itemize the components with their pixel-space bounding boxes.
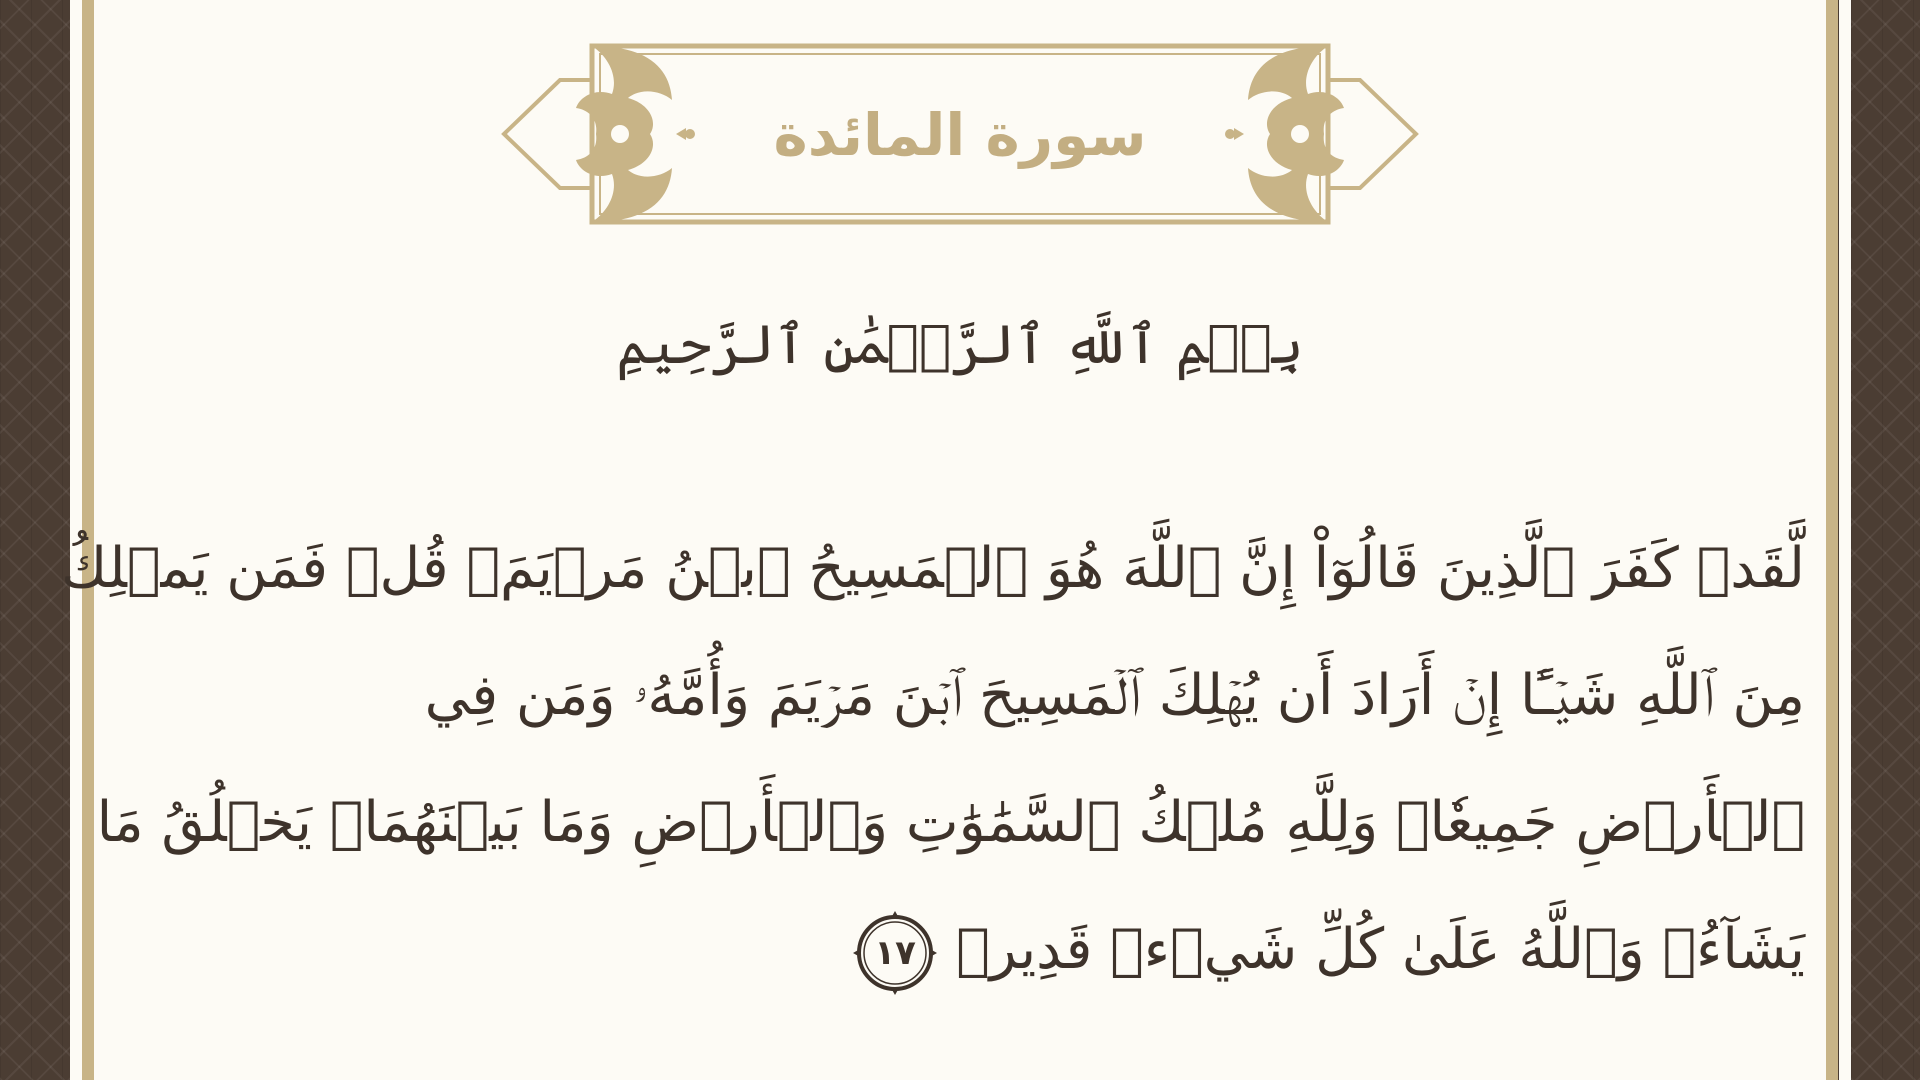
left-ornamental-border (0, 0, 70, 1080)
verse-line-3: ٱلۡأَرۡضِ جَمِيعٗاۗ وَلِلَّهِ مُلۡكُ ٱلسَّمَٰوَٰتِ وَٱلۡأَرۡضِ وَمَا بَيۡنَهُمَاۚ يَخۡلُقُ مَا (96, 790, 1805, 855)
right-gold-rule (1826, 0, 1838, 1080)
right-paper-strip (1839, 0, 1851, 1080)
ayah-number: ١٧ (874, 932, 916, 973)
verse-line-4 (225, 886, 1805, 1013)
surah-title: سورة المائدة (773, 101, 1147, 169)
verse-line-1: لَّقَدۡ كَفَرَ ٱلَّذِينَ قَالُوٓاْ إِنَّ ٱللَّهَ هُوَ ٱلۡمَسِيحُ ٱبۡنُ مَرۡيَمَۚ قُلۡ فَمَن يَمۡلِكُ (61, 536, 1805, 601)
verse-text-block (61, 505, 1805, 1013)
ayah-end-marker (852, 910, 938, 996)
verse-line-4-text: يَشَآءُۚ وَٱللَّهُ عَلَىٰ كُلِّ شَيۡءٖ قَدِيرٞ (956, 917, 1805, 982)
surah-header-banner (500, 40, 1420, 228)
right-ornamental-border (1851, 0, 1920, 1080)
verse-line-2: مِنَ ٱللَّهِ شَيۡـًٔا إِنۡ أَرَادَ أَن يُهۡلِكَ ٱلۡمَسِيحَ ٱبۡنَ مَرۡيَمَ وَأُمَّهُۥ وَمَن فِي (424, 663, 1805, 728)
basmala: بِسۡمِ ٱللَّهِ ٱلرَّحۡمَٰنِ ٱلرَّحِيمِ (616, 313, 1304, 376)
